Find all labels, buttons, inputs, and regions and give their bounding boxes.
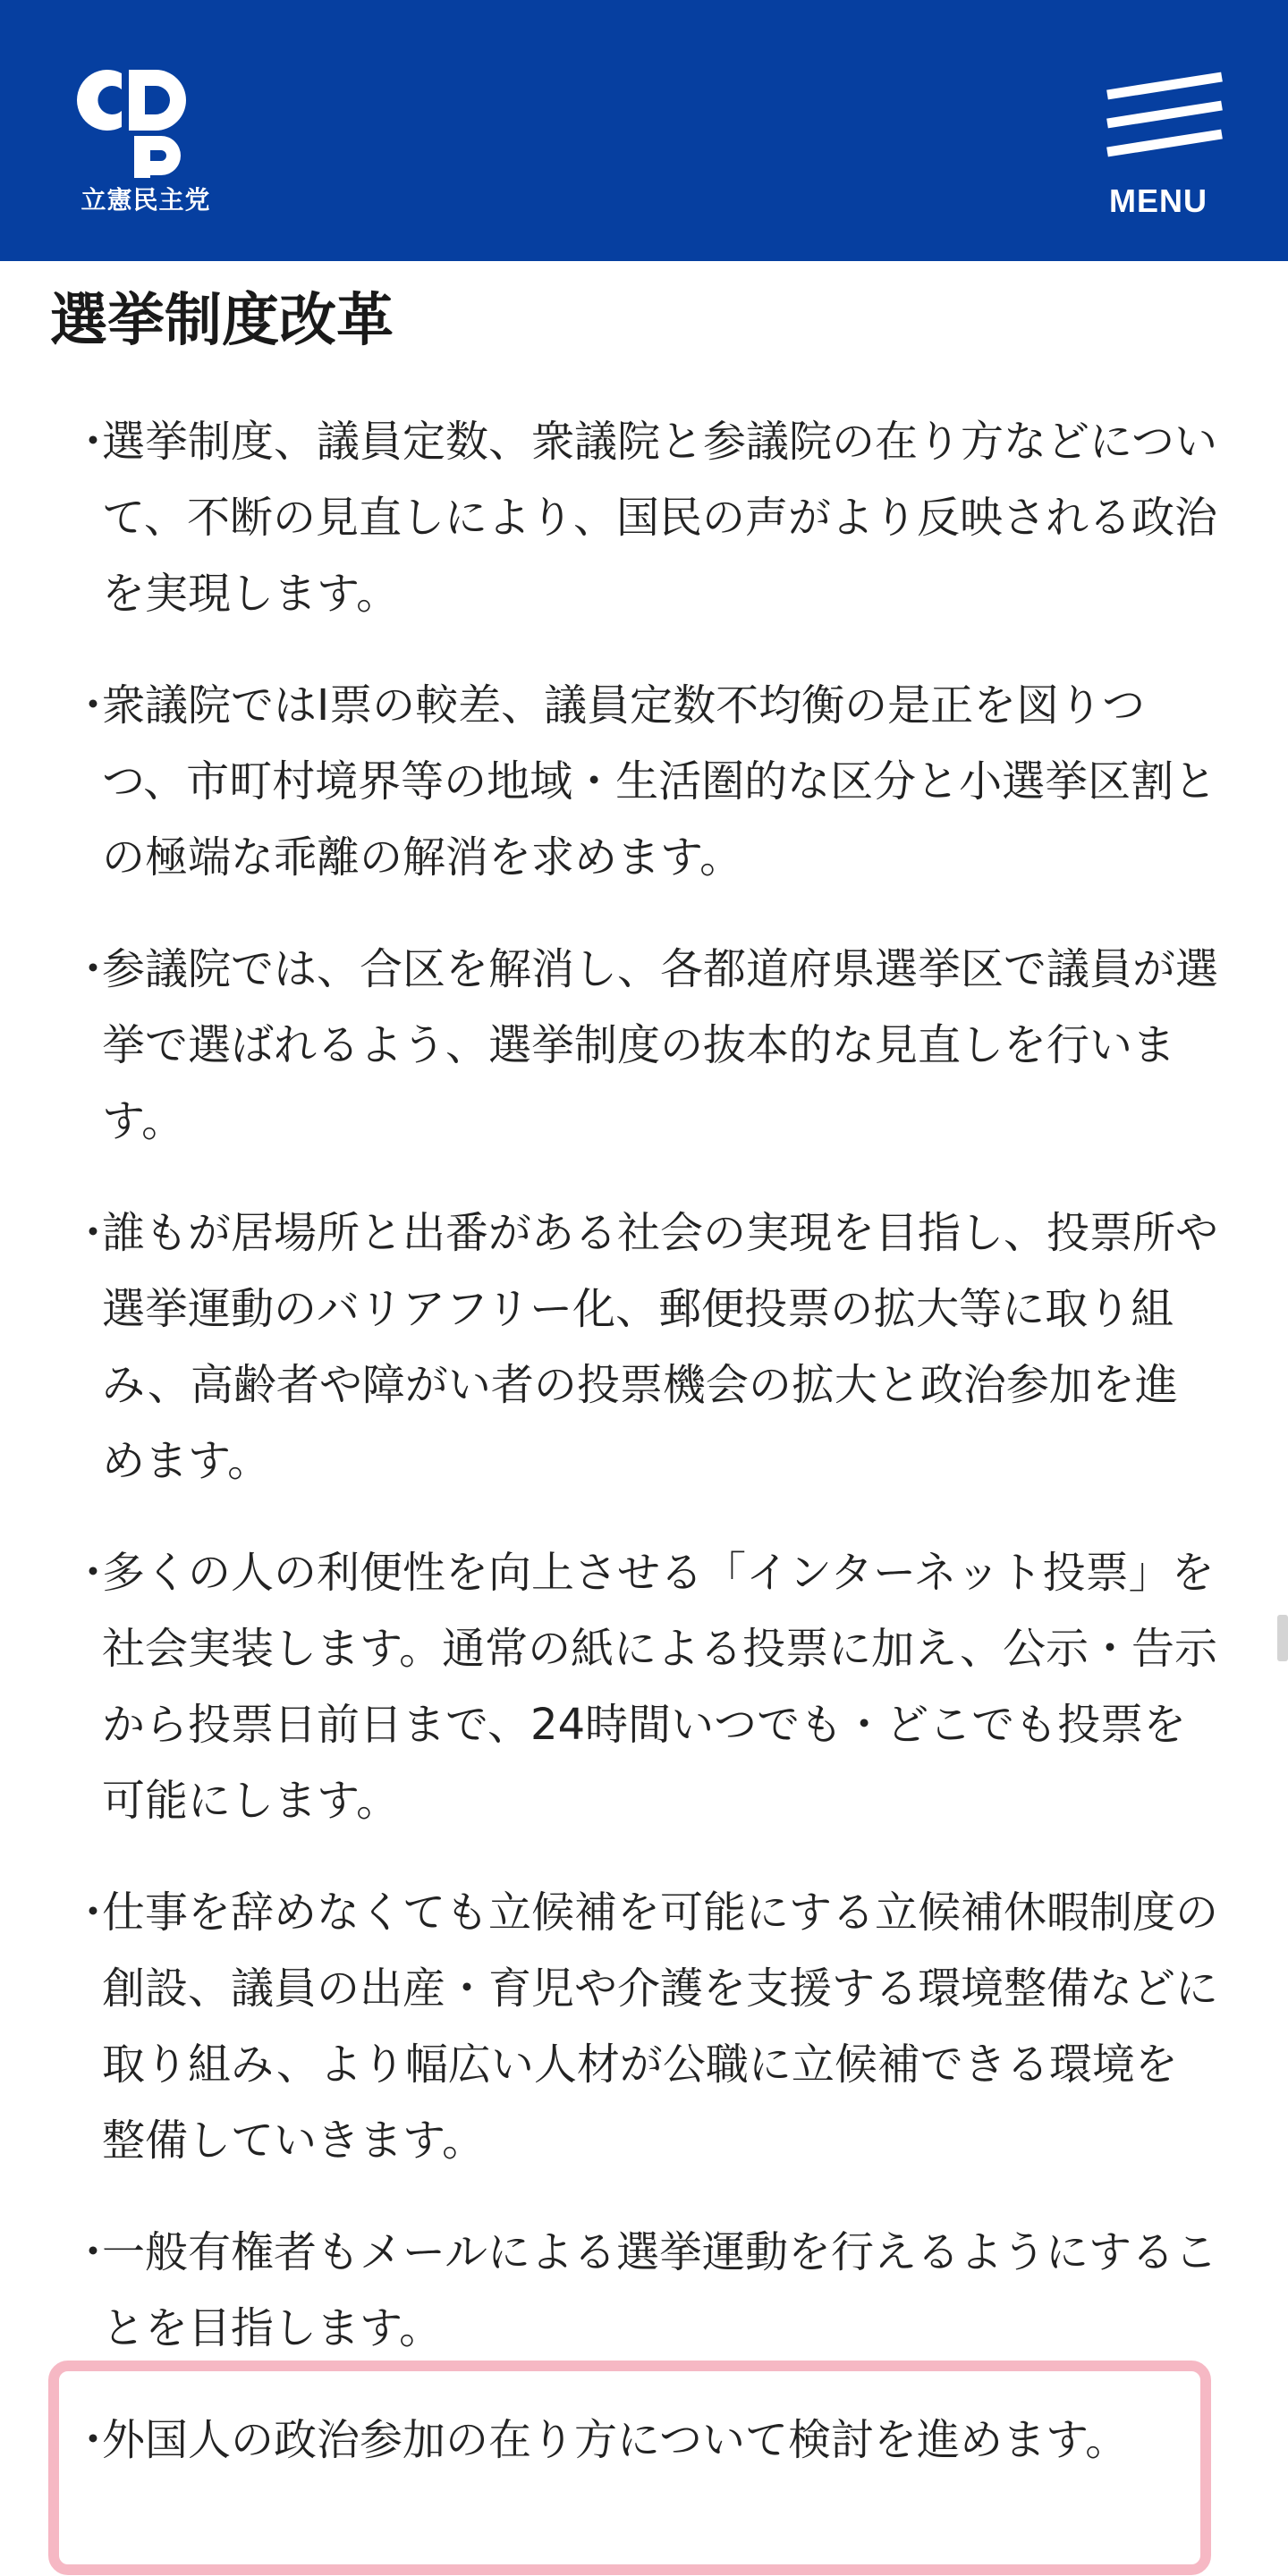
policy-text: 一般有権者もメールによる選挙運動を行えるようにすることを目指します。 [102,2227,1218,2353]
policy-list [0,404,1288,2514]
bullet-dot: ・ [72,680,115,731]
policy-text: 仕事を辞めなくても立候補を可能にする立候補休暇制度の創設、議員の出産・育児や介護を支援する環境整備などに取り組み、より幅広い人材が公職に立候補できる環境を整備していきます。 [102,1888,1219,2166]
policy-text: 衆議院ではI票の較差、議員定数不均衡の是正を図りつつ、市町村境界等の地域・生活圏的な区分と小選挙区割との極端な乖離の解消を求めます。 [102,680,1217,883]
policy-text: 選挙制度、議員定数、衆議院と参議院の在り方などについて、不断の見直しにより、国民の声がより反映される政治を実現します。 [102,417,1218,619]
bullet-dot: ・ [72,2227,115,2277]
policy-text: 参議院では、合区を解消し、各都道府県選挙区で議員が選挙で選ばれるよう、選挙制度の抜本的な見直しを行います。 [102,944,1219,1146]
hamburger-icon [1102,70,1227,168]
site-header [0,0,1288,261]
list-item [0,1535,1220,1839]
list-item [0,668,1220,896]
policy-text: 誰もが居場所と出番がある社会の実現を目指し、投票所や選挙運動のバリアフリー化、郵便投票の拡大等に取り組み、高齢者や障がい者の投票機会の拡大と政治参加を進めます。 [102,1208,1219,1486]
list-item [0,932,1220,1160]
logo-caption: 立憲民主党 [80,185,211,215]
bullet-dot: ・ [72,944,115,994]
menu-button[interactable] [1082,70,1234,231]
list-item [0,2215,1220,2367]
bullet-dot: ・ [72,1888,115,1938]
page-title: 選挙制度改革 [50,288,394,354]
cdp-logo-icon [70,57,222,178]
bullet-dot: ・ [72,2415,115,2465]
bullet-dot: ・ [72,1548,115,1598]
list-item [0,1875,1220,2179]
scrollbar-thumb[interactable] [1277,1615,1288,1661]
bullet-dot: ・ [72,417,115,467]
bullet-dot: ・ [72,1208,115,1258]
list-item-highlighted [0,2403,1220,2479]
list-item [0,1195,1220,1499]
party-logo[interactable] [70,57,231,218]
list-item [0,404,1220,632]
policy-text: 外国人の政治参加の在り方について検討を進めます。 [102,2415,1129,2465]
policy-text: 多くの人の利便性を向上させる「インターネット投票」を社会実装します。通常の紙による投票に加え、公示・告示から投票日前日まで、24時間いつでも・どこでも投票を可能にします。 [102,1548,1218,1826]
menu-label: MENU [1109,182,1208,219]
